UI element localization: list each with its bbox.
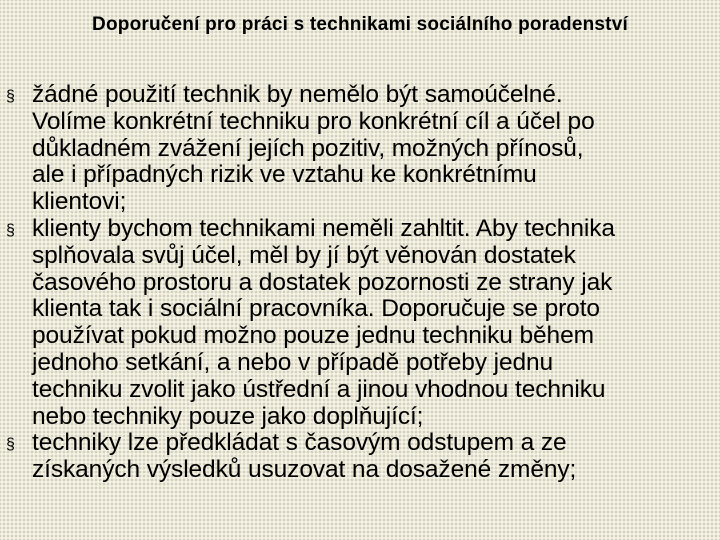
- text-line: ale i případných rizik ve vztahu ke konkrétnímu: [32, 161, 537, 189]
- text-line: techniku zvolit jako ústřední a jinou vhodnou techniku: [32, 375, 606, 403]
- text-line: klienty bychom technikami neměli zahltit. Aby technika: [32, 214, 615, 242]
- bullet-text: [32, 430, 712, 484]
- text-line: žádné použití technik by nemělo být samoúčelné.: [32, 81, 563, 108]
- bullet-list: [6, 82, 712, 484]
- text-line: klientovi;: [32, 188, 127, 216]
- text-line: důkladném zvážení jejích pozitiv, možných přínosů,: [32, 134, 584, 162]
- bullet-text: [32, 82, 712, 216]
- text-line: časového prostoru a dostatek pozornosti ze strany jak: [32, 268, 613, 296]
- text-line: klienta tak i sociální pracovníka. Doporučuje se proto: [32, 295, 600, 323]
- text-line: jednoho setkání, a nebo v případě potřeby jednu: [32, 348, 554, 376]
- text-line: splňovala svůj účel, měl by jí být věnován dostatek: [32, 241, 576, 269]
- slide-title: Doporučení pro práci s technikami sociálního poradenství: [92, 14, 628, 35]
- bullet-item: [6, 216, 712, 430]
- bullet-text: [32, 216, 712, 430]
- text-line: používat pokud možno pouze jednu techniku během: [32, 322, 594, 350]
- text-line: získaných výsledků usuzovat na dosažené změny;: [32, 456, 577, 484]
- bullet-marker-icon: §: [6, 88, 15, 105]
- text-line: techniky lze předkládat s časovým odstupem a ze: [32, 429, 567, 457]
- text-line: nebo techniky pouze jako doplňující;: [32, 402, 424, 430]
- bullet-marker-icon: §: [6, 436, 15, 454]
- bullet-marker-icon: §: [6, 221, 15, 239]
- text-line: Volíme konkrétní techniku pro konkrétní cíl a účel po: [32, 107, 595, 135]
- bullet-item: [6, 82, 712, 216]
- bullet-item: [6, 430, 712, 484]
